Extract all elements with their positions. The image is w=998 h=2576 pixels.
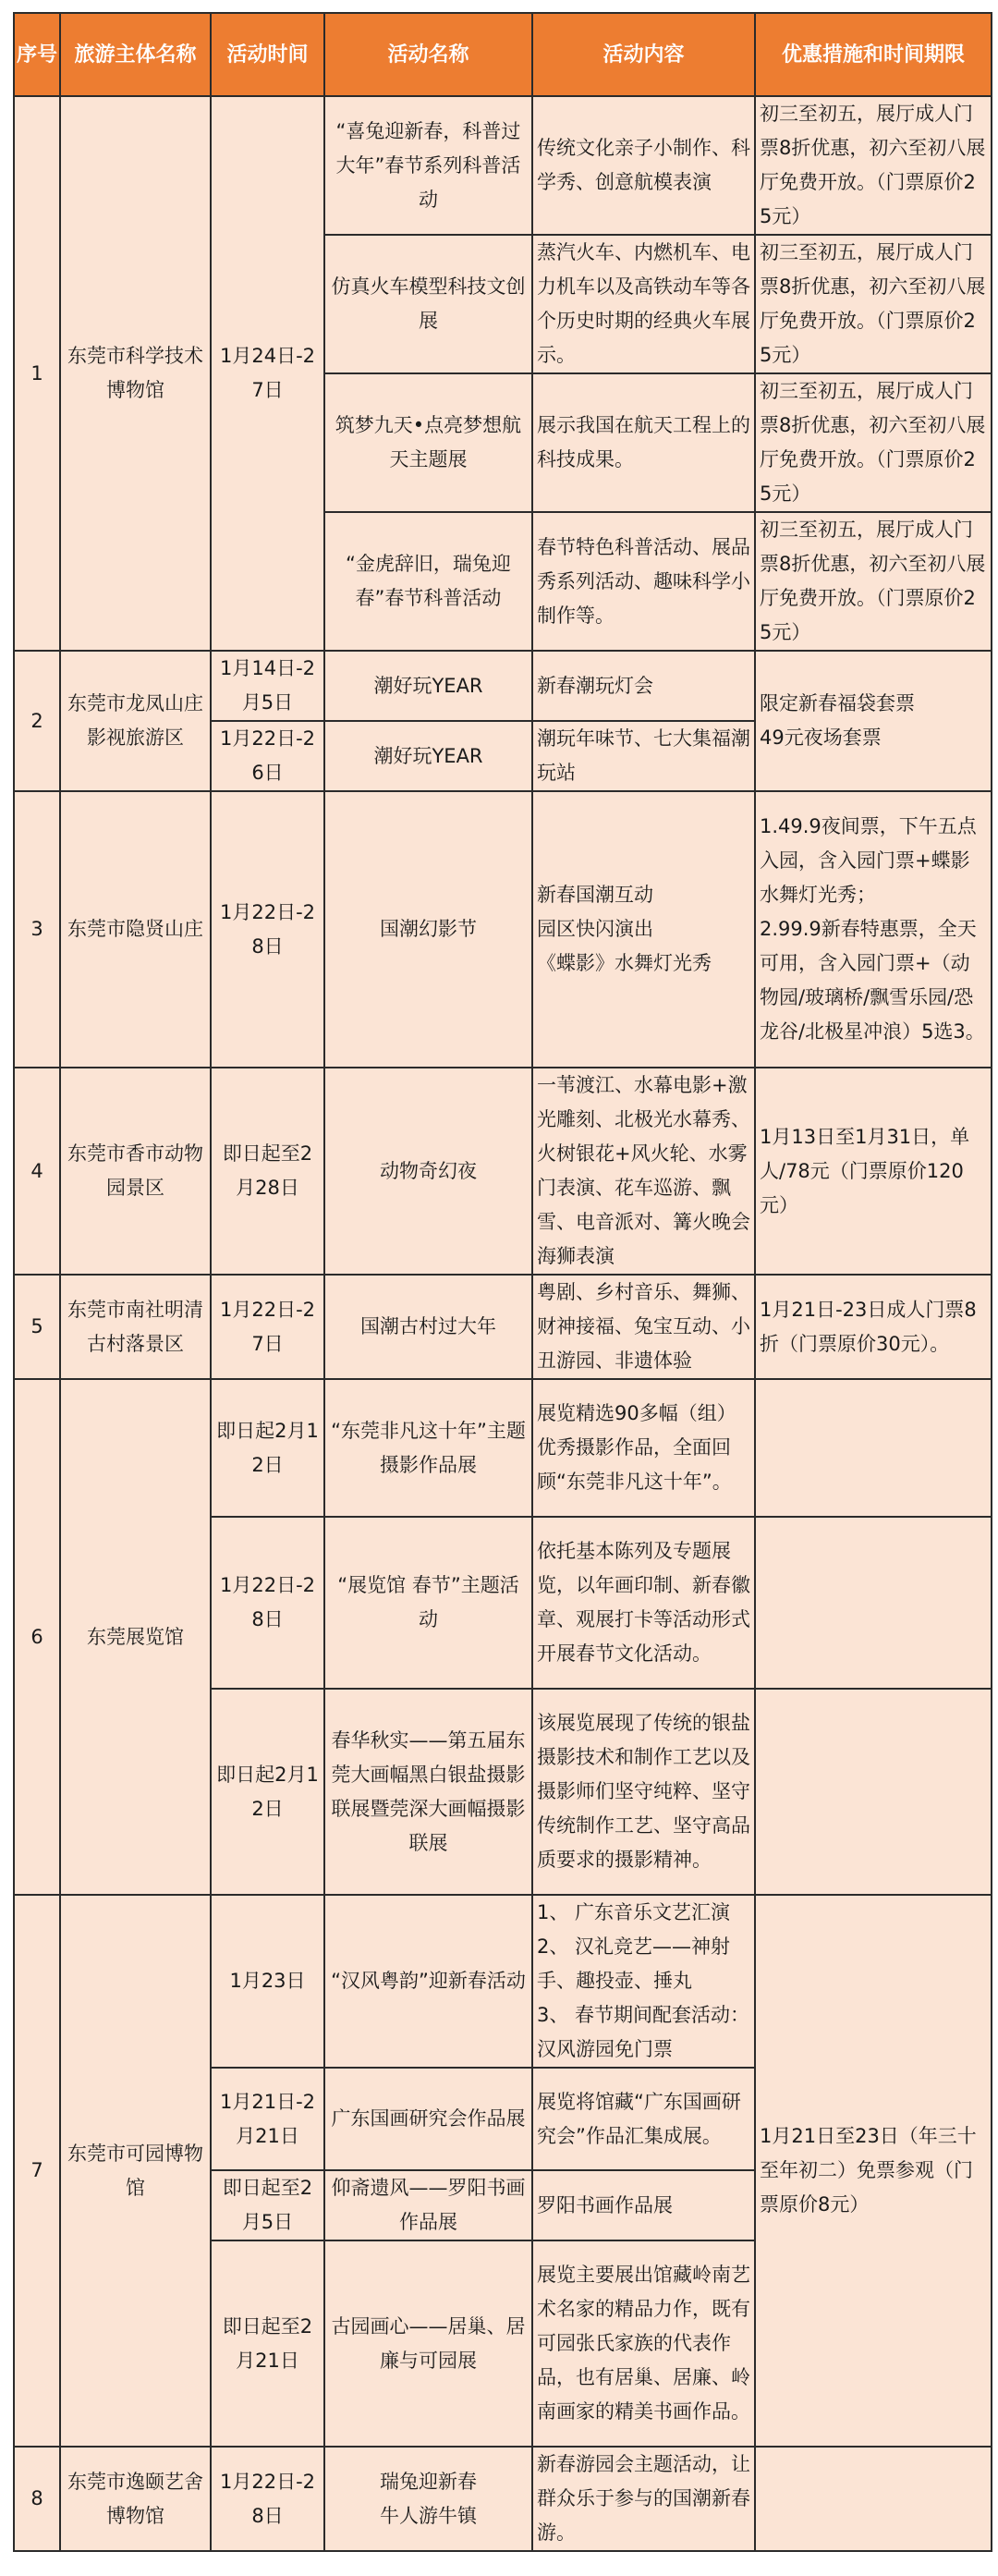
- header-row: [14, 13, 992, 96]
- table-row: [14, 651, 992, 721]
- row-number: 6: [14, 1379, 60, 1895]
- offer-details: 初三至初五，展厅成人门票8折优惠，初六至初八展厅免费开放。（门票原价25元）: [755, 235, 992, 373]
- activity-name: “金虎辞旧，瑞兔迎春”春节科普活动: [324, 512, 532, 651]
- header-offer: 优惠措施和时间期限: [755, 13, 992, 96]
- header-content: 活动内容: [532, 13, 755, 96]
- offer-details: 1月21日至23日（年三十至年初二）免票参观（门票原价8元）: [755, 1895, 992, 2447]
- offer-details: [755, 1689, 992, 1895]
- offer-details: [755, 1379, 992, 1517]
- activity-name: 动物奇幻夜: [324, 1068, 532, 1275]
- activity-content: 传统文化亲子小制作、科学秀、创意航模表演: [532, 96, 755, 235]
- activity-content: 春节特色科普活动、展品秀系列活动、趣味科学小制作等。: [532, 512, 755, 651]
- activity-name: “喜兔迎新春，科普过大年”春节系列科普活动: [324, 96, 532, 235]
- offer-details: 1.49.9夜间票，下午五点入园，含入园门票+蝶影水舞灯光秀； 2.99.9新春特惠票，全天可用，含入园门票+（动物园/玻璃桥/飘雪乐园/恐龙谷/北极星冲浪）5选3。: [755, 791, 992, 1068]
- header-time: 活动时间: [211, 13, 324, 96]
- table-row: [14, 1379, 992, 1517]
- venue-name: 东莞市香市动物园景区: [60, 1068, 211, 1275]
- activity-content: 罗阳书画作品展: [532, 2170, 755, 2240]
- row-number: 2: [14, 651, 60, 791]
- activity-name: “东莞非凡这十年”主题摄影作品展: [324, 1379, 532, 1517]
- activity-content: 一苇渡江、水幕电影+激光雕刻、北极光水幕秀、火树银花+风火轮、水雾门表演、花车巡游、飘雪、电音派对、篝火晚会海狮表演: [532, 1068, 755, 1275]
- activity-time: 1月21日-2月21日: [211, 2068, 324, 2170]
- offer-details: [755, 2447, 992, 2551]
- row-number: 1: [14, 96, 60, 651]
- offer-details: 初三至初五，展厅成人门票8折优惠，初六至初八展厅免费开放。（门票原价25元）: [755, 512, 992, 651]
- offer-details: 初三至初五，展厅成人门票8折优惠，初六至初八展厅免费开放。（门票原价25元）: [755, 373, 992, 512]
- row-number: 3: [14, 791, 60, 1068]
- table-row: [14, 1895, 992, 2068]
- table-row: [14, 1275, 992, 1379]
- activity-time: 即日起至2月5日: [211, 2170, 324, 2240]
- row-number: 7: [14, 1895, 60, 2447]
- activity-time: 1月14日-2月5日: [211, 651, 324, 721]
- row-number: 8: [14, 2447, 60, 2551]
- activity-time: 1月22日-28日: [211, 791, 324, 1068]
- activity-name: 仰斋遗风——罗阳书画作品展: [324, 2170, 532, 2240]
- activity-name: 潮好玩YEAR: [324, 651, 532, 721]
- activity-name: 广东国画研究会作品展: [324, 2068, 532, 2170]
- activity-content: 新春国潮互动 园区快闪演出 《蝶影》水舞灯光秀: [532, 791, 755, 1068]
- activity-time: 1月22日-27日: [211, 1275, 324, 1379]
- offer-details: [755, 1517, 992, 1689]
- venue-name: 东莞市逸颐艺舍博物馆: [60, 2447, 211, 2551]
- row-number: 5: [14, 1275, 60, 1379]
- activity-time: 即日起2月12日: [211, 1379, 324, 1517]
- events-table: [13, 12, 992, 2552]
- activity-time: 1月23日: [211, 1895, 324, 2068]
- table-row: [14, 2447, 992, 2551]
- activity-content: 展示我国在航天工程上的科技成果。: [532, 373, 755, 512]
- activity-content: 蒸汽火车、内燃机车、电力机车以及高铁动车等各个历史时期的经典火车展示。: [532, 235, 755, 373]
- activity-time: 即日起至2月28日: [211, 1068, 324, 1275]
- activity-name: 筑梦九天•点亮梦想航天主题展: [324, 373, 532, 512]
- venue-name: 东莞展览馆: [60, 1379, 211, 1895]
- activity-name: 国潮古村过大年: [324, 1275, 532, 1379]
- activity-content: 粤剧、乡村音乐、舞狮、财神接福、兔宝互动、小丑游园、非遗体验: [532, 1275, 755, 1379]
- activity-content: 新春游园会主题活动，让群众乐于参与的国潮新春游。: [532, 2447, 755, 2551]
- activity-name: 潮好玩YEAR: [324, 721, 532, 791]
- activity-content: 展览精选90多幅（组）优秀摄影作品，全面回顾“东莞非凡这十年”。: [532, 1379, 755, 1517]
- activity-time: 即日起2月12日: [211, 1689, 324, 1895]
- header-no: 序号: [14, 13, 60, 96]
- activity-name: 春华秋实——第五届东莞大画幅黑白银盐摄影联展暨莞深大画幅摄影联展: [324, 1689, 532, 1895]
- offer-details: 限定新春福袋套票 49元夜场套票: [755, 651, 992, 791]
- venue-name: 东莞市可园博物馆: [60, 1895, 211, 2447]
- activity-name: 瑞兔迎新春 牛人游牛镇: [324, 2447, 532, 2551]
- activity-name: “展览馆 春节”主题活动: [324, 1517, 532, 1689]
- activity-time: 1月22日-26日: [211, 721, 324, 791]
- activity-content: 展览将馆藏“广东国画研究会”作品汇集成展。: [532, 2068, 755, 2170]
- table-row: [14, 96, 992, 235]
- activity-content: 依托基本陈列及专题展览，以年画印制、新春徽章、观展打卡等活动形式开展春节文化活动。: [532, 1517, 755, 1689]
- header-name: 旅游主体名称: [60, 13, 211, 96]
- activity-name: “汉风粤韵”迎新春活动: [324, 1895, 532, 2068]
- header-activity: 活动名称: [324, 13, 532, 96]
- activity-name: 仿真火车模型科技文创展: [324, 235, 532, 373]
- venue-name: 东莞市南社明清古村落景区: [60, 1275, 211, 1379]
- activity-time: 1月24日-27日: [211, 96, 324, 651]
- venue-name: 东莞市隐贤山庄: [60, 791, 211, 1068]
- offer-details: 1月21日-23日成人门票8折（门票原价30元）。: [755, 1275, 992, 1379]
- venue-name: 东莞市龙凤山庄影视旅游区: [60, 651, 211, 791]
- activity-name: 古园画心——居巢、居廉与可园展: [324, 2240, 532, 2447]
- activity-time: 1月22日-28日: [211, 2447, 324, 2551]
- activity-content: 该展览展现了传统的银盐摄影技术和制作工艺以及摄影师们坚守纯粹、坚守传统制作工艺、坚守高品质要求的摄影精神。: [532, 1689, 755, 1895]
- row-number: 4: [14, 1068, 60, 1275]
- activity-content: 1、 广东音乐文艺汇演 2、 汉礼竞艺——神射手、趣投壶、捶丸 3、 春节期间配套活动：汉风游园免门票: [532, 1895, 755, 2068]
- activity-time: 即日起至2月21日: [211, 2240, 324, 2447]
- activity-content: 潮玩年味节、七大集福潮玩站: [532, 721, 755, 791]
- activity-name: 国潮幻影节: [324, 791, 532, 1068]
- activity-content: 新春潮玩灯会: [532, 651, 755, 721]
- offer-details: 1月13日至1月31日，单人/78元（门票原价120元）: [755, 1068, 992, 1275]
- activity-time: 1月22日-28日: [211, 1517, 324, 1689]
- table-row: [14, 1068, 992, 1275]
- venue-name: 东莞市科学技术博物馆: [60, 96, 211, 651]
- activity-content: 展览主要展出馆藏岭南艺术名家的精品力作，既有可园张氏家族的代表作品，也有居巢、居廉、岭南画家的精美书画作品。: [532, 2240, 755, 2447]
- offer-details: 初三至初五，展厅成人门票8折优惠，初六至初八展厅免费开放。（门票原价25元）: [755, 96, 992, 235]
- table-row: [14, 791, 992, 1068]
